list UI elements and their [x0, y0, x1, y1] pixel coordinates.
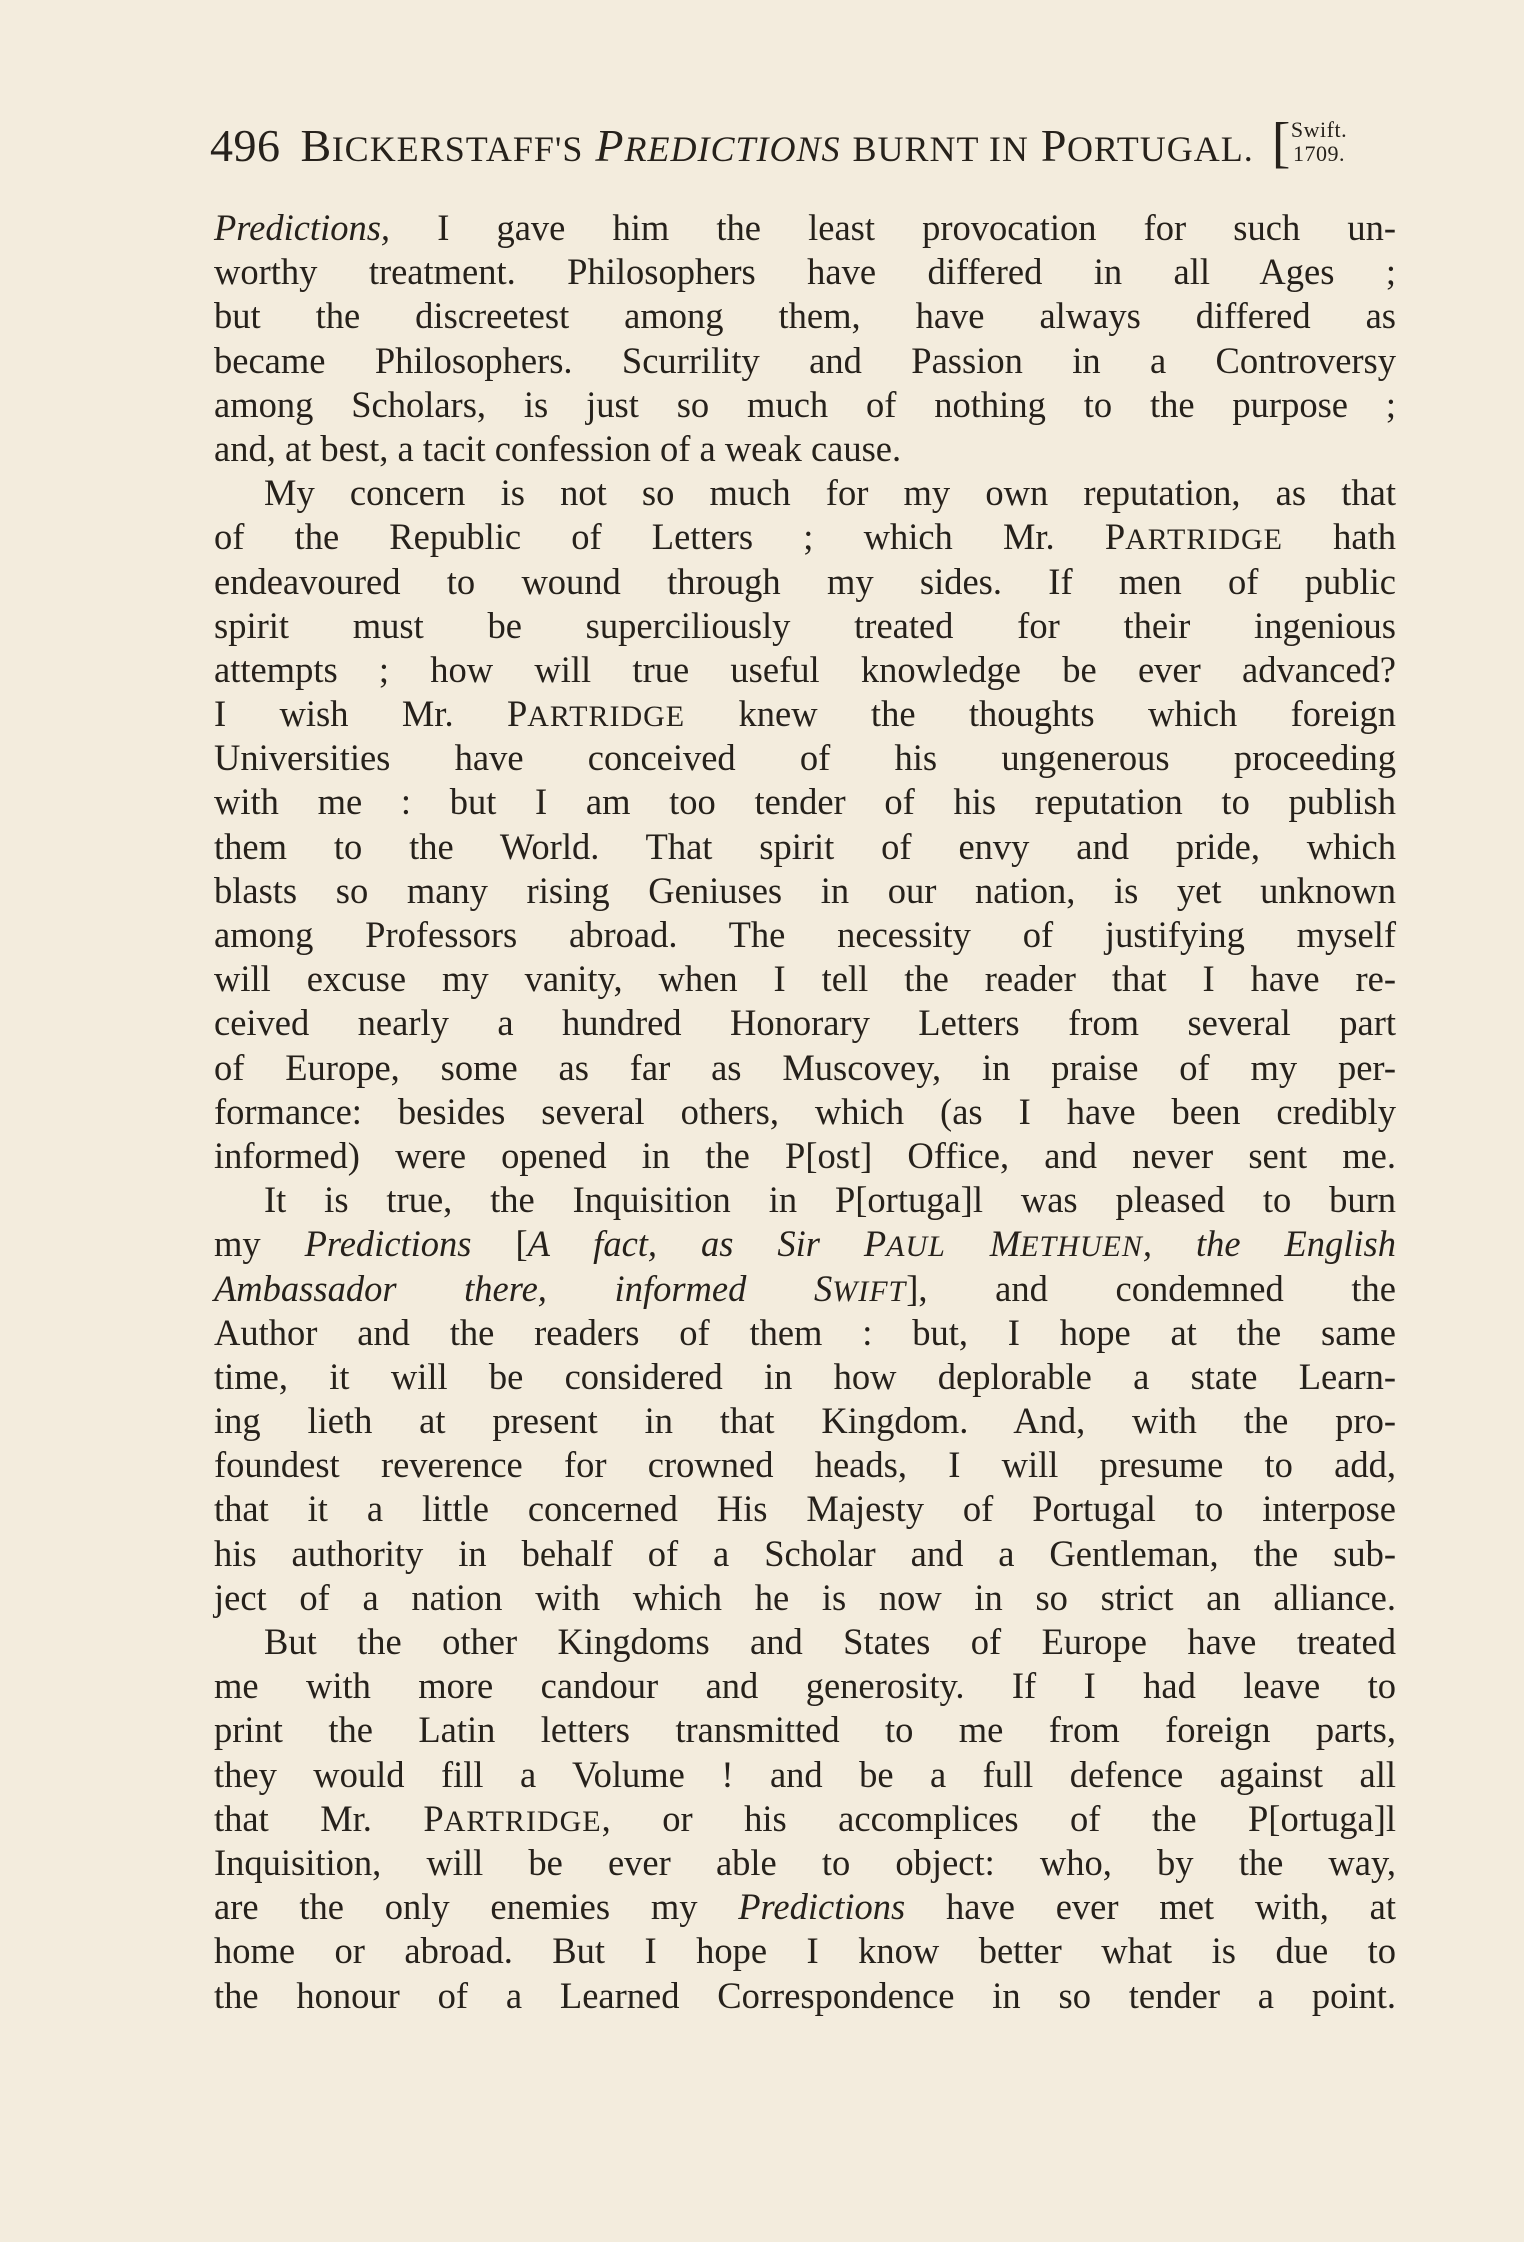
text-line	[214, 250, 1396, 294]
text-line	[214, 1885, 1396, 1929]
text-line	[214, 692, 1396, 736]
text-segment: home or abroad. But I hope I know better what is due to	[214, 1930, 1396, 1972]
text-segment: ARTRIDGE	[1125, 523, 1283, 557]
text-segment: attempts ; how will true useful knowledge be ever advanced?	[214, 648, 1396, 690]
text-line	[214, 1134, 1396, 1178]
text-segment: P	[423, 1797, 444, 1839]
text-line	[214, 1708, 1396, 1752]
text-segment: the honour of a Learned Correspondence in so tender a point.	[214, 1974, 1396, 2016]
text-segment: time, it will be considered in how deplorable a state Learn-	[214, 1355, 1396, 1397]
text-segment: ], and condemned the	[906, 1267, 1396, 1309]
text-segment: P	[863, 1223, 887, 1265]
text-segment: endeavoured to wound through my sides. If men of public	[214, 560, 1396, 602]
text-line	[214, 1311, 1396, 1355]
text-line	[214, 1001, 1396, 1045]
text-line	[214, 1841, 1396, 1885]
text-segment: knew the thoughts which foreign	[685, 693, 1396, 735]
text-line	[214, 736, 1396, 780]
text-segment: WIFT	[832, 1274, 907, 1308]
text-line	[214, 648, 1396, 692]
text-segment: I wish Mr.	[214, 693, 507, 735]
text-segment: among Scholars, is just so much of nothing to the purpose ;	[214, 383, 1396, 425]
text-segment: me with more candour and generosity. If I had leave to	[214, 1665, 1396, 1707]
text-segment: will excuse my vanity, when I tell the reader that I have re-	[214, 958, 1396, 1000]
text-segment: they would fill a Volume ! and be a full defence against all	[214, 1753, 1396, 1795]
text-segment: that it a little concerned His Majesty of Portugal to interpose	[214, 1488, 1396, 1530]
text-segment: S	[814, 1267, 833, 1309]
text-segment: AUL	[886, 1230, 946, 1264]
text-line	[214, 1797, 1396, 1841]
header-bickerstaff: BICKERSTAFF'S	[300, 120, 584, 171]
text-line	[214, 913, 1396, 957]
text-segment: ARTRIDGE	[527, 700, 686, 734]
text-segment: with me : but I am too tender of his reputation to publish	[214, 781, 1396, 823]
text-segment: formance: besides several others, which (as I have been credibly	[214, 1090, 1396, 1132]
body-text	[214, 206, 1396, 2018]
text-line	[214, 427, 1396, 471]
text-line	[214, 206, 1396, 250]
text-segment: ceived nearly a hundred Honorary Letters from several part	[214, 1002, 1396, 1044]
text-line	[214, 1664, 1396, 1708]
text-line	[214, 1929, 1396, 1973]
text-segment: that Mr.	[214, 1797, 424, 1839]
text-segment: but the discreetest among them, have always differed as	[214, 295, 1396, 337]
text-segment: hath	[1283, 516, 1396, 558]
header-side-note: Swift. 1709.	[1290, 117, 1348, 166]
text-segment: Universities have conceived of his ungenerous proceeding	[214, 737, 1396, 779]
text-line	[214, 560, 1396, 604]
text-line	[214, 1443, 1396, 1487]
text-segment: P	[506, 693, 528, 735]
text-line	[214, 515, 1396, 559]
text-segment: ing lieth at present in that Kingdom. And, with the pro-	[214, 1400, 1396, 1442]
header-burnt-in: BURNT IN	[852, 129, 1029, 169]
text-line	[214, 1532, 1396, 1576]
running-header	[210, 112, 1410, 172]
text-line	[214, 1620, 1396, 1664]
text-line	[214, 1487, 1396, 1531]
text-segment: , the English	[1142, 1223, 1396, 1265]
text-segment: became Philosophers. Scurrility and Passion in a Controversy	[214, 339, 1396, 381]
text-segment: [	[471, 1223, 528, 1265]
text-segment: But the other Kingdoms and States of Europe have treated	[264, 1621, 1396, 1662]
text-segment: spirit must be superciliously treated for their ingenious	[214, 604, 1396, 646]
text-segment: print the Latin letters transmitted to me from foreign parts,	[214, 1709, 1396, 1751]
header-predictions: PREDICTIONS	[595, 120, 841, 171]
text-segment: A fact, as Sir	[527, 1223, 864, 1265]
text-segment: worthy treatment. Philosophers have differed in all Ages ;	[214, 251, 1396, 293]
text-line	[214, 383, 1396, 427]
text-segment: and, at best, a tacit confession of a weak cause.	[214, 427, 902, 469]
text-segment: among Professors abroad. The necessity of justifying myself	[214, 914, 1396, 955]
text-line	[214, 1974, 1396, 2018]
text-line	[214, 1267, 1396, 1311]
text-line	[214, 1046, 1396, 1090]
text-segment: foundest reverence for crowned heads, I will presume to add,	[214, 1444, 1396, 1486]
text-segment: informed) were opened in the P[ost] Office, and never sent me.	[214, 1134, 1396, 1176]
text-segment: my	[214, 1223, 305, 1265]
text-line	[214, 604, 1396, 648]
text-line	[214, 1753, 1396, 1797]
text-segment: Predictions	[738, 1886, 906, 1928]
text-segment: his authority in behalf of a Scholar and a Gentleman, the sub-	[214, 1532, 1396, 1574]
text-line	[214, 1178, 1396, 1222]
text-line	[214, 957, 1396, 1001]
text-segment: Ambassador there, informed	[214, 1267, 814, 1309]
header-bracket: [	[1271, 112, 1291, 174]
text-line	[214, 339, 1396, 383]
text-segment: have ever met with, at	[905, 1886, 1396, 1928]
page-number: 496	[210, 120, 281, 171]
text-line	[214, 471, 1396, 515]
text-segment: P	[1104, 516, 1126, 558]
text-line	[214, 1399, 1396, 1443]
text-segment: It is true, the Inquisition in P[ortuga]l was pleased to burn	[264, 1179, 1396, 1221]
text-segment: , or his accomplices of the P[ortuga]l	[601, 1797, 1396, 1839]
text-segment: My concern is not so much for my own reputation, as that	[264, 472, 1396, 514]
text-segment: M	[945, 1223, 1021, 1265]
header-portugal: PORTUGAL.	[1040, 120, 1254, 171]
text-line	[214, 1576, 1396, 1620]
text-segment: Inquisition, will be ever able to object: who, by the way,	[214, 1841, 1396, 1883]
text-line	[214, 780, 1396, 824]
text-segment: ARTRIDGE	[443, 1804, 602, 1838]
text-segment: are the only enemies my	[214, 1886, 739, 1928]
text-segment: ETHUEN	[1020, 1230, 1143, 1264]
text-segment: ject of a nation with which he is now in so strict an alliance.	[214, 1576, 1396, 1618]
text-segment: blasts so many rising Geniuses in our nation, is yet unknown	[214, 869, 1396, 911]
text-segment: Predictions	[304, 1223, 472, 1265]
text-segment: them to the World. That spirit of envy and pride, which	[214, 825, 1396, 867]
text-segment: of Europe, some as far as Muscovey, in praise of my per-	[214, 1046, 1396, 1088]
text-line	[214, 1090, 1396, 1134]
text-segment: Author and the readers of them : but, I hope at the same	[214, 1311, 1396, 1353]
text-line	[214, 1355, 1396, 1399]
text-line	[214, 1222, 1396, 1266]
text-line	[214, 869, 1396, 913]
text-segment: I gave him the least provocation for such un-	[390, 207, 1396, 248]
text-line	[214, 825, 1396, 869]
text-segment: Predictions,	[214, 207, 391, 248]
text-line	[214, 294, 1396, 338]
text-segment: of the Republic of Letters ; which Mr.	[214, 516, 1105, 558]
